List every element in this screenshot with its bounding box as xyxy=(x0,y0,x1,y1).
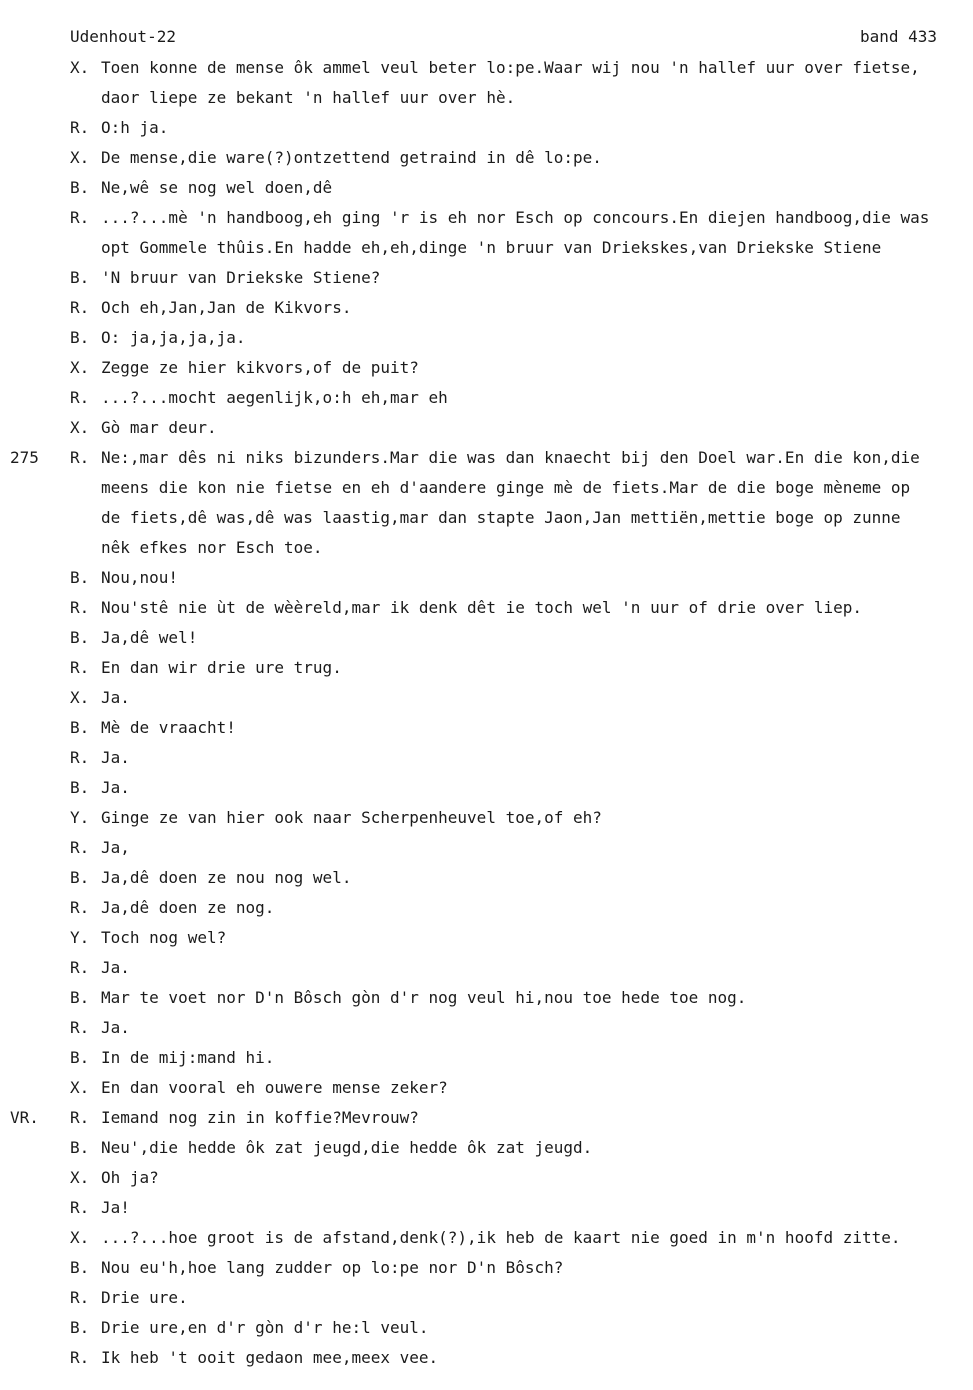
utterance-text: Ginge ze van hier ook naar Scherpenheuvel toe,of eh? xyxy=(101,808,602,827)
utterance-text: Ja,dê doen ze nog. xyxy=(101,898,275,917)
speaker-label: B. xyxy=(70,1048,90,1067)
utterance-text: Ja. xyxy=(101,778,130,797)
transcript-line xyxy=(0,1198,973,1228)
transcript-line xyxy=(0,808,973,838)
utterance-text: ...?...mocht aegenlijk,o:h eh,mar eh xyxy=(101,388,448,407)
utterance-text: Drie ure,en d'r gòn d'r he:l veul. xyxy=(101,1318,429,1337)
transcript-line xyxy=(0,88,973,118)
utterance-text: Ne,wê se nog wel doen,dê xyxy=(101,178,333,197)
transcript-line xyxy=(0,1348,973,1378)
utterance-text: En dan vooral eh ouwere mense zeker? xyxy=(101,1078,448,1097)
transcript-line xyxy=(0,1168,973,1198)
utterance-text: Toch nog wel? xyxy=(101,928,227,947)
transcript-line xyxy=(0,178,973,208)
transcript-line xyxy=(0,568,973,598)
utterance-text: Zegge ze hier kikvors,of de puit? xyxy=(101,358,419,377)
utterance-text: 'N bruur van Driekske Stiene? xyxy=(101,268,381,287)
utterance-text: ...?...hoe groot is de afstand,denk(?),ik heb de kaart nie goed in m'n hoofd zitte. xyxy=(101,1228,901,1247)
transcript-line xyxy=(0,628,973,658)
speaker-label: B. xyxy=(70,1318,90,1337)
utterance-text: Ik heb 't ooit gedaon mee,meex vee. xyxy=(101,1348,439,1367)
utterance-text: Ja! xyxy=(101,1198,130,1217)
speaker-label: B. xyxy=(70,1138,90,1157)
speaker-label: B. xyxy=(70,988,90,1007)
utterance-text: Iemand nog zin in koffie?Mevrouw? xyxy=(101,1108,419,1127)
speaker-label: X. xyxy=(70,58,90,77)
transcript-line xyxy=(0,418,973,448)
speaker-label: B. xyxy=(70,328,90,347)
transcript-line xyxy=(0,1018,973,1048)
utterance-text: Nou'stê nie ùt de wèèreld,mar ik denk dêt ie toch wel 'n uur of drie over liep. xyxy=(101,598,862,617)
utterance-text: Ne:,mar dês ni niks bizunders.Mar die was dan knaecht bij den Doel war.En die kon,die xyxy=(101,448,920,467)
utterance-text: nêk efkes nor Esch toe. xyxy=(101,538,323,557)
transcript-line xyxy=(0,538,973,568)
transcript-line xyxy=(0,1318,973,1348)
transcript-line xyxy=(0,298,973,328)
tape-number: band 433 xyxy=(859,27,937,46)
transcript-line xyxy=(0,598,973,628)
speaker-label: Y. xyxy=(70,808,90,827)
speaker-label: R. xyxy=(70,298,90,317)
speaker-label: B. xyxy=(70,1258,90,1277)
utterance-text: ...?...mè 'n handboog,eh ging 'r is eh nor Esch op concours.En diejen handboog,die was xyxy=(101,208,930,227)
transcript-line xyxy=(0,328,973,358)
transcript-line xyxy=(0,478,973,508)
transcript-line xyxy=(0,1048,973,1078)
utterance-text: Ja. xyxy=(101,748,130,767)
utterance-text: Nou,nou! xyxy=(101,568,179,587)
speaker-label: R. xyxy=(70,958,90,977)
speaker-label: R. xyxy=(70,1108,90,1127)
utterance-text: De mense,die ware(?)ontzettend getraind in dê lo:pe. xyxy=(101,148,602,167)
transcript-line xyxy=(0,868,973,898)
transcript-line xyxy=(0,1078,973,1108)
utterance-text: Mè de vraacht! xyxy=(101,718,236,737)
speaker-label: X. xyxy=(70,1228,90,1247)
transcript-line xyxy=(0,508,973,538)
utterance-text: Och eh,Jan,Jan de Kikvors. xyxy=(101,298,352,317)
transcript-line xyxy=(0,748,973,778)
transcript-line xyxy=(0,1108,973,1138)
transcript-line xyxy=(0,838,973,868)
utterance-text: Mar te voet nor D'n Bôsch gòn d'r nog veul hi,nou toe hede toe nog. xyxy=(101,988,747,1007)
speaker-label: B. xyxy=(70,778,90,797)
speaker-label: B. xyxy=(70,718,90,737)
transcript-line xyxy=(0,658,973,688)
transcript-line xyxy=(0,778,973,808)
speaker-label: R. xyxy=(70,118,90,137)
utterance-text: Ja. xyxy=(101,688,130,707)
transcript-line xyxy=(0,1258,973,1288)
speaker-label: R. xyxy=(70,208,90,227)
speaker-label: X. xyxy=(70,148,90,167)
utterance-text: meens die kon nie fietse en eh d'aandere ginge mè de fiets.Mar de die boge mèneme op xyxy=(101,478,911,497)
transcript-line xyxy=(0,448,973,478)
margin-note: VR. xyxy=(10,1108,39,1127)
speaker-label: R. xyxy=(70,1198,90,1217)
transcript-line xyxy=(0,898,973,928)
utterance-text: daor liepe ze bekant 'n hallef uur over hè. xyxy=(101,88,516,107)
speaker-label: B. xyxy=(70,628,90,647)
utterance-text: In de mij:mand hi. xyxy=(101,1048,275,1067)
transcript-line xyxy=(0,388,973,418)
margin-note: 275 xyxy=(10,448,39,467)
speaker-label: R. xyxy=(70,838,90,857)
transcript-line xyxy=(0,958,973,988)
utterance-text: Ja,dê wel! xyxy=(101,628,198,647)
utterance-text: Neu',die hedde ôk zat jeugd,die hedde ôk zat jeugd. xyxy=(101,1138,593,1157)
speaker-label: R. xyxy=(70,448,90,467)
speaker-label: R. xyxy=(70,658,90,677)
transcript-line xyxy=(0,928,973,958)
speaker-label: R. xyxy=(70,898,90,917)
speaker-label: R. xyxy=(70,598,90,617)
speaker-label: X. xyxy=(70,418,90,437)
utterance-text: Ja, xyxy=(101,838,130,857)
transcript-line xyxy=(0,718,973,748)
transcript-line xyxy=(0,58,973,88)
transcript-line xyxy=(0,358,973,388)
transcript-line xyxy=(0,238,973,268)
utterance-text: O: ja,ja,ja,ja. xyxy=(101,328,246,347)
utterance-text: opt Gommele thûis.En hadde eh,eh,dinge 'n bruur van Driekskes,van Driekske Stiene xyxy=(101,238,882,257)
transcript-line xyxy=(0,688,973,718)
utterance-text: de fiets,dê was,dê was laastig,mar dan stapte Jaon,Jan mettiën,mettie boge op zunne xyxy=(101,508,901,527)
speaker-label: X. xyxy=(70,688,90,707)
utterance-text: Nou eu'h,hoe lang zudder op lo:pe nor D'n Bôsch? xyxy=(101,1258,564,1277)
speaker-label: R. xyxy=(70,748,90,767)
speaker-label: R. xyxy=(70,388,90,407)
transcript-line xyxy=(0,1288,973,1318)
speaker-label: Y. xyxy=(70,928,90,947)
speaker-label: B. xyxy=(70,868,90,887)
utterance-text: Ja. xyxy=(101,1018,130,1037)
speaker-label: B. xyxy=(70,268,90,287)
transcript-line xyxy=(0,988,973,1018)
speaker-label: X. xyxy=(70,1078,90,1097)
utterance-text: Oh ja? xyxy=(101,1168,159,1187)
transcript-line xyxy=(0,208,973,238)
utterance-text: Toen konne de mense ôk ammel veul beter lo:pe.Waar wij nou 'n hallef uur over fietse, xyxy=(101,58,920,77)
speaker-label: X. xyxy=(70,358,90,377)
speaker-label: B. xyxy=(70,568,90,587)
transcript-line xyxy=(0,268,973,298)
utterance-text: Gò mar deur. xyxy=(101,418,217,437)
utterance-text: Ja. xyxy=(101,958,130,977)
transcript-body xyxy=(0,58,973,1378)
speaker-label: R. xyxy=(70,1018,90,1037)
speaker-label: R. xyxy=(70,1348,90,1367)
document-id: Udenhout-22 xyxy=(70,27,176,46)
speaker-label: B. xyxy=(70,178,90,197)
speaker-label: R. xyxy=(70,1288,90,1307)
speaker-label: X. xyxy=(70,1168,90,1187)
transcript-line xyxy=(0,148,973,178)
utterance-text: En dan wir drie ure trug. xyxy=(101,658,342,677)
transcript-line xyxy=(0,118,973,148)
utterance-text: Ja,dê doen ze nou nog wel. xyxy=(101,868,352,887)
transcript-line xyxy=(0,1138,973,1168)
transcript-line xyxy=(0,1228,973,1258)
utterance-text: Drie ure. xyxy=(101,1288,188,1307)
utterance-text: O:h ja. xyxy=(101,118,169,137)
